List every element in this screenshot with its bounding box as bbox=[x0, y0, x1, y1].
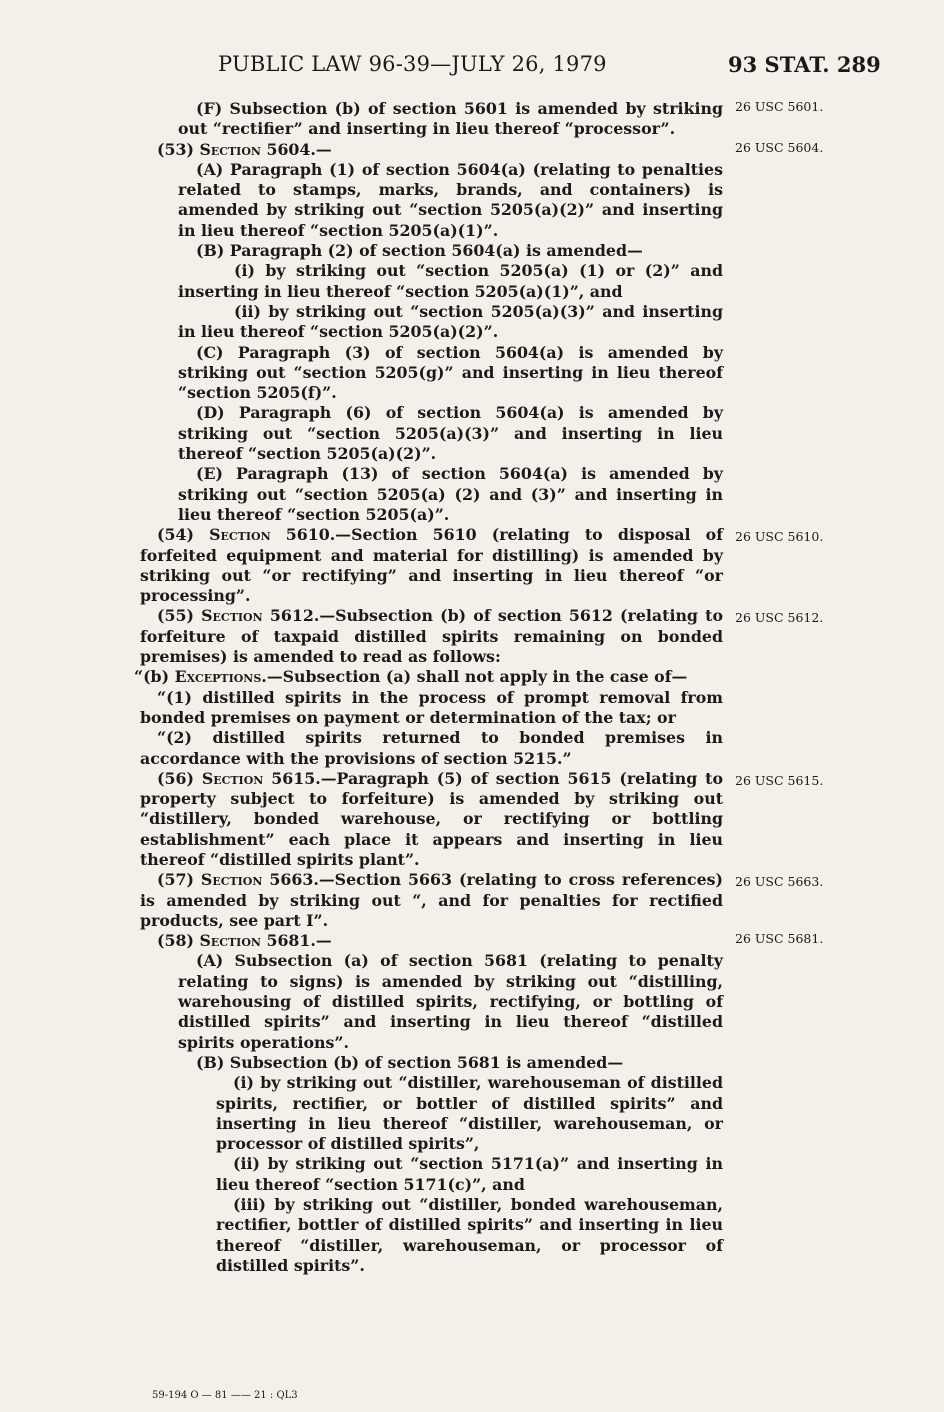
running-header-title: PUBLIC LAW 96-39—JULY 26, 1979 bbox=[218, 52, 607, 76]
clause-5681-b-iii: (iii) by striking out “distiller, bonded warehouseman, rectifier, bottler of distilled spirits” and inserting in lieu thereof “distiller, warehouseman, or processor of distilled spirits”. bbox=[216, 1195, 723, 1275]
section-56: (56) Section 5615.—Paragraph (5) of section 5615 (relating to property subject to forfeiture) is amended by striking out “distillery, bonded warehouse, or rectifying or bottling establishment” each place it appears and inserting in lieu thereof “distilled spirits plant”. bbox=[140, 768, 724, 869]
margin-note: 26 USC 5612. bbox=[735, 610, 824, 625]
clause-5604-b-ii: (ii) by striking out “section 5205(a)(3)” and inserting in lieu thereof “section 5205(a)(2)”. bbox=[178, 301, 723, 342]
paragraph-5604-e: (E) Paragraph (13) of section 5604(a) is amended by striking out “section 5205(a) (2) and (3)” and inserting in lieu thereof “section 5205(a)”. bbox=[178, 464, 723, 524]
section-53-heading: (53) Section 5604.— bbox=[157, 139, 332, 159]
page-number: 93 STAT. 289 bbox=[728, 52, 881, 77]
clause-5681-b-i: (i) by striking out “distiller, warehouseman of distilled spirits, rectifier, or bottler of distilled spirits” and inserting in lieu thereof “distiller, warehouseman, or processor of distilled spirits”, bbox=[216, 1073, 723, 1154]
section-58-heading: (58) Section 5681.— bbox=[157, 931, 332, 951]
section-55: (55) Section 5612.—Subsection (b) of section 5612 (relating to forfeiture of taxpaid distilled spirits remaining on bonded premises) is amended to read as follows: bbox=[140, 606, 723, 667]
paragraph-5604-d: (D) Paragraph (6) of section 5604(a) is amended by striking out “section 5205(a)(3)” and inserting in lieu thereof “section 5205(a)(2)”. bbox=[178, 403, 723, 464]
exception-1: “(1) distilled spirits in the process of prompt removal from bonded premises on payment or determination of the tax; or bbox=[140, 687, 723, 727]
margin-note: 26 USC 5601. bbox=[735, 99, 824, 114]
paragraph-5604-c: (C) Paragraph (3) of section 5604(a) is amended by striking out “section 5205(g)” and inserting in lieu thereof “section 5205(f)”. bbox=[178, 342, 723, 403]
statute-body bbox=[134, 99, 724, 1276]
margin-note: 26 USC 5610. bbox=[735, 529, 824, 544]
paragraph-5604-b: (B) Paragraph (2) of section 5604(a) is amended— bbox=[196, 241, 643, 261]
exception-2: “(2) distilled spirits returned to bonded premises in accordance with the provisions of section 5215.” bbox=[140, 728, 723, 768]
print-job-footer: 59-194 O — 81 —— 21 : QL3 bbox=[152, 1390, 298, 1401]
clause-5604-b-i: (i) by striking out “section 5205(a) (1) or (2)” and inserting in lieu thereof “section 5205(a)(1)”, and bbox=[178, 261, 723, 301]
margin-note: 26 USC 5681. bbox=[735, 931, 824, 946]
subsection-b-exceptions: “(b) Exceptions.—Subsection (a) shall not apply in the case of— bbox=[134, 667, 688, 687]
paragraph-5681-b: (B) Subsection (b) of section 5681 is amended— bbox=[196, 1052, 624, 1072]
paragraph-5604-a: (A) Paragraph (1) of section 5604(a) (relating to penalties related to stamps, marks, brands, and containers) is amended by striking out “section 5205(a)(2)” and inserting in lieu thereof “section 5205(a)(1)”. bbox=[178, 159, 723, 240]
margin-note: 26 USC 5615. bbox=[735, 773, 824, 788]
margin-note: 26 USC 5604. bbox=[735, 140, 824, 155]
section-54: (54) Section 5610.—Section 5610 (relating to disposal of forfeited equipment and material for distilling) is amended by striking out “or rectifying” and inserting in lieu thereof “or processing”. bbox=[140, 525, 723, 606]
paragraph-5601-f: (F) Subsection (b) of section 5601 is amended by striking out “rectifier” and inserting in lieu thereof “processor”. bbox=[178, 99, 723, 139]
section-57: (57) Section 5663.—Section 5663 (relating to cross references) is amended by striking out “, and for penalties for rectified products, see part I”. bbox=[140, 870, 724, 930]
margin-note: 26 USC 5663. bbox=[735, 874, 824, 889]
clause-5681-b-ii: (ii) by striking out “section 5171(a)” and inserting in lieu thereof “section 5171(c)”, and bbox=[216, 1154, 723, 1194]
paragraph-5681-a: (A) Subsection (a) of section 5681 (relating to penalty relating to signs) is amended by striking out “distilling, warehousing of distilled spirits, rectifying, or bottling of distilled spirits” and inserting in lieu thereof “distilled spirits operations”. bbox=[178, 951, 723, 1052]
